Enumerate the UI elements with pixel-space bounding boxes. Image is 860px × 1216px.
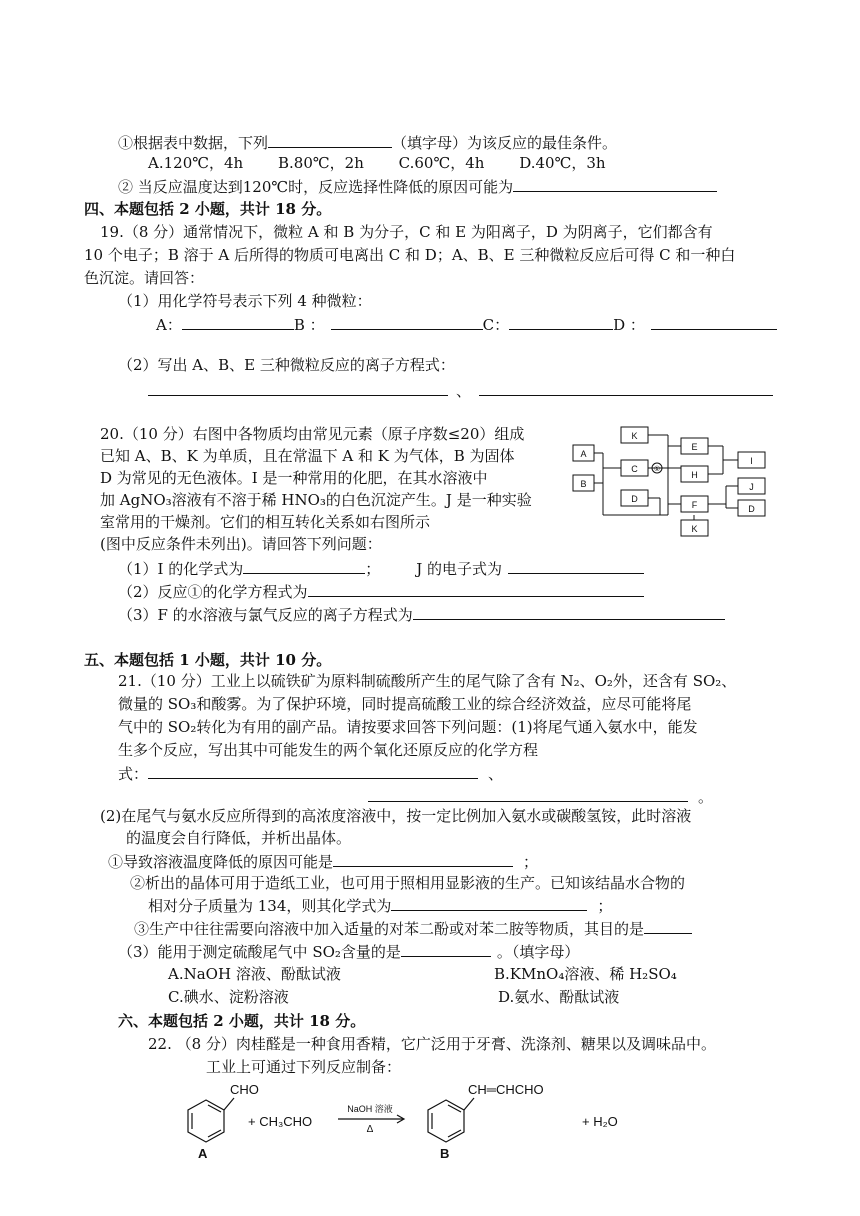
q21-sub1: ①导致溶液温度降低的原因可能是 ；: [108, 853, 539, 871]
q21-part2-line2: 的温度会自行降低，并析出晶体。: [126, 829, 352, 847]
answer-blank[interactable]: [308, 581, 644, 597]
answer-blank[interactable]: [401, 941, 491, 957]
q19-particles: A： B ： C： D ：: [156, 314, 777, 335]
answer-blank[interactable]: [182, 314, 294, 330]
q21-sub2-line1: ②析出的晶体可用于造纸工业，也可用于照相用显影液的生产。已知该结晶水合物的: [130, 874, 686, 892]
answer-blank[interactable]: [391, 895, 587, 911]
answer-blank[interactable]: [243, 558, 365, 574]
q20-line1: 20.（10 分）右图中各物质均由常见元素（原子序数≤20）组成: [100, 425, 525, 443]
q20-part2: （2）反应①的化学方程式为: [118, 581, 644, 602]
q20-line5: 室常用的干燥剂。它们的相互转化关系如右图所示: [100, 513, 431, 531]
water-product-label: + H₂O: [582, 1114, 618, 1129]
diagram-box-label: B: [580, 479, 587, 489]
q21-part3: （3）能用于测定硫酸尾气中 SO₂含量的是 。（填字母）: [118, 943, 580, 961]
answer-blank[interactable]: [651, 314, 777, 330]
diagram-box-label: K: [631, 431, 638, 441]
reaction-marker: ①: [653, 466, 661, 473]
section-5-title: 五、本题包括 1 小题，共计 10 分。: [84, 651, 332, 669]
section-4-title: 四、本题包括 2 小题，共计 18 分。: [84, 200, 332, 218]
diagram-box-label: K: [691, 524, 698, 534]
q18-line1: ①根据表中数据，下列 （填字母）为该反应的最佳条件。: [118, 134, 618, 152]
q22-line2: 工业上可通过下列反应制备：: [206, 1058, 402, 1076]
q20-line2: 已知 A、B、K 为单质，且在常温下 A 和 K 为气体，B 为固体: [100, 447, 515, 465]
q21-line1: 21.（10 分）工业上以硫铁矿为原料制硫酸所产生的尾气除了含有 N₂、O₂外，还含有 SO₂、: [118, 672, 737, 690]
diagram-box-label: F: [691, 500, 698, 510]
q21-sub3: ③生产中往往需要向溶液中加入适量的对苯二酚或对苯二胺等物质，其目的是: [134, 918, 692, 939]
compound-b-label: B: [440, 1146, 450, 1161]
section-6-title: 六、本题包括 2 小题，共计 18 分。: [118, 1012, 366, 1030]
q19-equations: 、: [148, 380, 773, 401]
propenal-group-label: CH═CHCHO: [468, 1082, 544, 1097]
diagram-box-label: D: [748, 504, 755, 514]
diagram-box-label: E: [691, 442, 698, 452]
benzene-ring-icon: [428, 1100, 464, 1142]
q19-line2: 10 个电子；B 溶于 A 后所得的物质可电离出 C 和 D；A、B、E 三种微粒反应后可得 C 和一种白: [84, 246, 736, 264]
answer-blank[interactable]: [333, 851, 513, 867]
q20-line6: (图中反应条件未列出)。请回答下列问题：: [100, 535, 382, 553]
cinnamaldehyde-reaction-scheme: [176, 1076, 636, 1162]
q21-line4: 生多个反应，写出其中可能发生的两个氧化还原反应的化学方程: [118, 741, 539, 759]
q21-line6: 。: [368, 786, 713, 807]
aldehyde-group-label: CHO: [230, 1082, 259, 1097]
answer-blank[interactable]: [268, 132, 392, 148]
q21-line5: 式： 、: [118, 765, 504, 783]
answer-blank[interactable]: [148, 763, 478, 779]
q18-line3: ② 当反应温度达到120℃时，反应选择性降低的原因可能为: [118, 176, 717, 197]
answer-blank[interactable]: [331, 314, 483, 330]
q21-part2-line1: (2)在尾气与氨水反应所得到的高浓度溶液中，按一定比例加入氨水或碳酸氢铵，此时溶液: [100, 807, 692, 825]
diagram-box-label: D: [631, 494, 638, 504]
diagram-box-label: A: [580, 449, 587, 459]
reaction-condition-above: NaOH 溶液: [347, 1104, 393, 1114]
q21-option-c: C.碘水、淀粉溶液: [168, 988, 289, 1006]
q21-line2: 微量的 SO₃和酸雾。为了保护环境，同时提高硫酸工业的综合经济效益，应尽可能将尾: [118, 695, 692, 713]
q20-line4: 加 AgNO₃溶液有不溶于稀 HNO₃的白色沉淀产生。J 是一种实验: [100, 491, 532, 509]
reaction-network-diagram: [568, 420, 776, 544]
q21-line3: 气中的 SO₂转化为有用的副产品。请按要求回答下列问题：(1)将尾气通入氨水中，能发: [118, 718, 698, 736]
acetaldehyde-label: + CH₃CHO: [248, 1114, 313, 1129]
answer-blank[interactable]: [508, 558, 644, 574]
q19-line3: 色沉淀。请回答：: [84, 269, 205, 287]
q19-part1: （1）用化学符号表示下列 4 种微粒：: [118, 292, 372, 310]
answer-blank[interactable]: [413, 604, 725, 620]
answer-blank[interactable]: [513, 176, 717, 192]
q21-option-a: A.NaOH 溶液、酚酞试液: [168, 965, 341, 983]
q21-option-d: D.氨水、酚酞试液: [498, 988, 620, 1006]
diagram-box-label: C: [631, 464, 638, 474]
q18-options: A.120℃，4h B.80℃，2h C.60℃，4h D.40℃，3h: [148, 154, 606, 172]
q20-part3: （3）F 的水溶液与氯气反应的离子方程式为: [118, 604, 725, 625]
benzene-ring-icon: [188, 1100, 224, 1142]
diagram-box-label: J: [749, 482, 754, 492]
q19-line1: 19.（8 分）通常情况下，微粒 A 和 B 为分子，C 和 E 为阳离子，D 为阴离子，它们都含有: [100, 223, 713, 241]
diagram-box-label: H: [691, 470, 698, 480]
answer-blank[interactable]: [509, 314, 613, 330]
answer-blank[interactable]: [644, 918, 692, 934]
answer-blank[interactable]: [368, 786, 688, 802]
q20-part1: （1）I 的化学式为 ； J 的电子式为: [118, 558, 644, 579]
q21-option-b: B.KMnO₄溶液、稀 H₂SO₄: [494, 965, 677, 983]
compound-a-label: A: [198, 1146, 208, 1161]
q21-sub2-line2: 相对分子质量为 134，则其化学式为 ；: [148, 897, 613, 915]
answer-blank[interactable]: [148, 380, 448, 396]
diagram-box-label: I: [750, 456, 753, 466]
answer-blank[interactable]: [479, 380, 773, 396]
reaction-condition-below: Δ: [366, 1124, 374, 1135]
q22-line1: 22. （8 分）肉桂醛是一种食用香精，它广泛用于牙膏、洗涤剂、糖果以及调味品中。: [148, 1035, 716, 1053]
q19-part2: （2）写出 A、B、E 三种微粒反应的离子方程式：: [118, 356, 455, 374]
q20-line3: D 为常见的无色液体。I 是一种常用的化肥，在其水溶液中: [100, 469, 488, 487]
